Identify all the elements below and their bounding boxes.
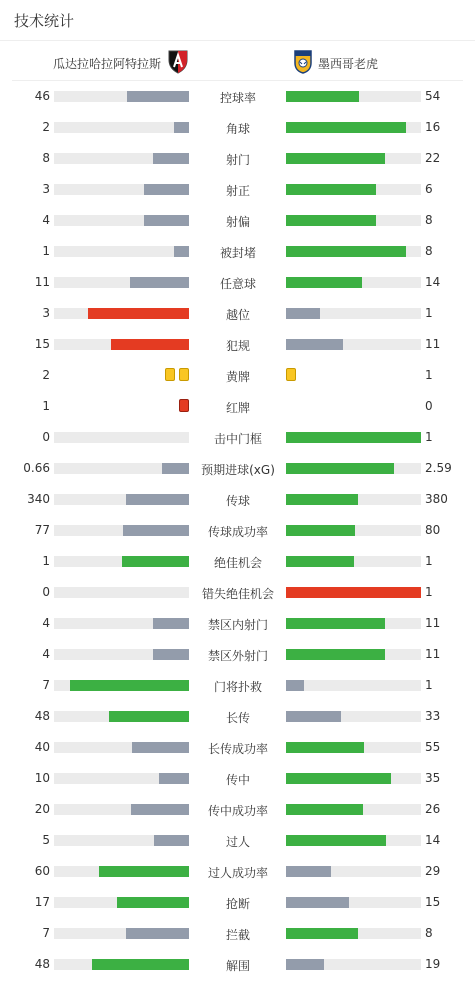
away-value: 26: [425, 802, 441, 816]
home-bar-track: [54, 556, 189, 567]
home-bar-track: [54, 742, 189, 753]
stat-row: [0, 515, 475, 546]
away-value: 55: [425, 740, 441, 754]
home-bar-track: [54, 525, 189, 536]
yellow-card-icon: [179, 368, 189, 381]
home-value: 48: [34, 709, 50, 723]
home-bar-fill: [99, 866, 189, 877]
away-bar-track: [286, 804, 421, 815]
stat-row: [0, 329, 475, 360]
away-value: 8: [425, 244, 433, 258]
stat-row: [0, 391, 475, 422]
away-value: 29: [425, 864, 441, 878]
home-bar-fill: [117, 897, 189, 908]
home-bar-fill: [126, 494, 189, 505]
divider: [0, 40, 475, 41]
stat-row: [0, 360, 475, 391]
stat-row: [0, 298, 475, 329]
home-bar-track: [54, 649, 189, 660]
stat-label: 角球: [225, 122, 250, 136]
yellow-card-icon: [286, 368, 296, 381]
stat-label: 犯规: [225, 339, 250, 353]
away-bar-fill: [286, 215, 376, 226]
stat-label: 红牌: [225, 401, 250, 415]
away-bar-fill: [286, 525, 355, 536]
away-bar-fill: [286, 649, 385, 660]
stat-label: 射门: [225, 153, 250, 167]
stat-label: 绝佳机会: [213, 556, 262, 570]
away-value: 14: [425, 275, 441, 289]
stat-label: 射偏: [225, 215, 250, 229]
away-bar-fill: [286, 91, 359, 102]
away-bar-fill: [286, 773, 391, 784]
home-bar-fill: [153, 618, 189, 629]
stat-label: 禁区内射门: [207, 618, 268, 632]
stat-row: [0, 701, 475, 732]
home-bar-fill: [174, 246, 189, 257]
away-bar-track: [286, 556, 421, 567]
stat-label: 预期进球(xG): [201, 463, 275, 477]
away-bar-track: [286, 959, 421, 970]
home-value: 2: [42, 368, 50, 382]
away-value: 1: [425, 585, 433, 599]
away-bar-track: [286, 618, 421, 629]
away-team-name: 墨西哥老虎: [318, 57, 379, 71]
home-value: 48: [34, 957, 50, 971]
home-bar-track: [54, 866, 189, 877]
stat-row: [0, 670, 475, 701]
stat-row: [0, 794, 475, 825]
home-bar-fill: [88, 308, 189, 319]
home-value: 4: [42, 213, 50, 227]
home-value: 11: [34, 275, 50, 289]
away-bar-fill: [286, 680, 304, 691]
home-bar-track: [54, 959, 189, 970]
home-bar-track: [54, 215, 189, 226]
away-value: 1: [425, 368, 433, 382]
away-bar-fill: [286, 835, 386, 846]
home-value: 3: [42, 182, 50, 196]
home-value: 10: [34, 771, 50, 785]
home-value: 1: [42, 554, 50, 568]
home-team-name: 瓜达拉哈拉阿特拉斯: [52, 57, 161, 71]
away-bar-track: [286, 649, 421, 660]
teams-header: [0, 44, 475, 80]
home-bar-track: [54, 773, 189, 784]
stat-label: 拦截: [225, 928, 250, 942]
away-bar-track: [286, 122, 421, 133]
home-value: 8: [42, 151, 50, 165]
away-team-crest-icon: [294, 50, 312, 77]
away-value: 16: [425, 120, 441, 134]
away-bar-fill: [286, 153, 385, 164]
stat-label: 被封堵: [219, 246, 256, 260]
home-bar-fill: [144, 215, 189, 226]
home-bar-fill: [126, 928, 189, 939]
away-team[interactable]: [294, 50, 378, 77]
home-bar-fill: [174, 122, 189, 133]
home-bar-track: [54, 835, 189, 846]
away-bar-track: [286, 866, 421, 877]
away-bar-fill: [286, 587, 421, 598]
away-bar-fill: [286, 339, 343, 350]
away-value: 33: [425, 709, 441, 723]
stat-label: 击中门框: [213, 432, 262, 446]
away-bar-track: [286, 184, 421, 195]
home-bar-fill: [127, 91, 189, 102]
away-bar-track: [286, 494, 421, 505]
away-bar-track: [286, 215, 421, 226]
home-bar-fill: [154, 835, 189, 846]
stat-row: [0, 608, 475, 639]
away-value: 8: [425, 926, 433, 940]
stat-label: 传球成功率: [207, 525, 268, 539]
home-bar-track: [54, 587, 189, 598]
away-value: 2.59: [425, 461, 452, 475]
away-bar-fill: [286, 494, 358, 505]
home-bar-track: [54, 339, 189, 350]
stat-row: [0, 949, 475, 980]
home-value: 15: [34, 337, 50, 351]
home-value: 7: [42, 926, 50, 940]
stat-label: 长传: [225, 711, 250, 725]
home-value: 0: [42, 585, 50, 599]
away-value: 11: [425, 337, 441, 351]
home-bar-track: [54, 184, 189, 195]
stat-row: [0, 732, 475, 763]
away-value: 80: [425, 523, 441, 537]
home-bar-fill: [122, 556, 190, 567]
away-bar-fill: [286, 277, 362, 288]
home-value: 3: [42, 306, 50, 320]
away-bar-fill: [286, 432, 421, 443]
stat-row: [0, 918, 475, 949]
away-bar-fill: [286, 618, 385, 629]
home-value: 17: [34, 895, 50, 909]
home-bar-track: [54, 618, 189, 629]
away-bar-fill: [286, 959, 324, 970]
away-bar-fill: [286, 308, 320, 319]
home-value: 0.66: [23, 461, 50, 475]
home-value: 340: [27, 492, 50, 506]
stat-row: [0, 484, 475, 515]
home-value: 40: [34, 740, 50, 754]
away-bar-track: [286, 587, 421, 598]
stat-row: [0, 112, 475, 143]
away-bar-track: [286, 308, 421, 319]
away-bar-track: [286, 339, 421, 350]
away-value: 8: [425, 213, 433, 227]
stat-row: [0, 143, 475, 174]
home-value: 0: [42, 430, 50, 444]
stat-label: 任意球: [219, 277, 256, 291]
away-bar-fill: [286, 184, 376, 195]
stat-label: 门将扑救: [213, 680, 262, 694]
home-value: 4: [42, 647, 50, 661]
stat-row: [0, 856, 475, 887]
away-value: 1: [425, 306, 433, 320]
stat-row: [0, 639, 475, 670]
away-bar-track: [286, 432, 421, 443]
away-bar-fill: [286, 711, 341, 722]
home-value: 7: [42, 678, 50, 692]
away-value: 11: [425, 647, 441, 661]
home-cards: [179, 399, 189, 412]
home-bar-fill: [130, 277, 189, 288]
yellow-card-icon: [165, 368, 175, 381]
stat-row: [0, 546, 475, 577]
away-bar-track: [286, 897, 421, 908]
away-cards: [286, 368, 296, 381]
home-bar-fill: [92, 959, 189, 970]
home-bar-fill: [153, 649, 189, 660]
home-bar-track: [54, 277, 189, 288]
away-bar-fill: [286, 463, 394, 474]
away-value: 1: [425, 430, 433, 444]
home-bar-fill: [162, 463, 189, 474]
stat-row: [0, 887, 475, 918]
stat-label: 传中: [225, 773, 250, 787]
home-value: 2: [42, 120, 50, 134]
away-value: 1: [425, 554, 433, 568]
away-bar-track: [286, 463, 421, 474]
stat-row: [0, 236, 475, 267]
home-bar-track: [54, 432, 189, 443]
home-bar-track: [54, 153, 189, 164]
stat-row: [0, 422, 475, 453]
home-bar-fill: [132, 742, 189, 753]
home-value: 1: [42, 244, 50, 258]
away-value: 15: [425, 895, 441, 909]
home-value: 1: [42, 399, 50, 413]
away-bar-track: [286, 835, 421, 846]
stat-label: 传中成功率: [207, 804, 268, 818]
away-bar-fill: [286, 928, 358, 939]
away-value: 380: [425, 492, 448, 506]
home-bar-fill: [109, 711, 189, 722]
away-bar-track: [286, 153, 421, 164]
away-bar-track: [286, 246, 421, 257]
away-bar-track: [286, 91, 421, 102]
stat-label: 射正: [225, 184, 250, 198]
stat-row: [0, 825, 475, 856]
away-bar-track: [286, 525, 421, 536]
stats-list: [0, 81, 475, 980]
home-bar-track: [54, 494, 189, 505]
home-value: 46: [34, 89, 50, 103]
away-value: 0: [425, 399, 433, 413]
home-bar-track: [54, 897, 189, 908]
home-bar-track: [54, 463, 189, 474]
stat-label: 过人: [225, 835, 250, 849]
away-bar-track: [286, 277, 421, 288]
stat-label: 黄牌: [225, 370, 250, 384]
away-bar-fill: [286, 122, 406, 133]
stat-row: [0, 267, 475, 298]
away-value: 35: [425, 771, 441, 785]
home-bar-track: [54, 308, 189, 319]
home-bar-track: [54, 122, 189, 133]
home-value: 5: [42, 833, 50, 847]
stat-row: [0, 81, 475, 112]
stat-row: [0, 174, 475, 205]
stat-label: 长传成功率: [207, 742, 268, 756]
stat-label: 禁区外射门: [207, 649, 268, 663]
away-bar-track: [286, 773, 421, 784]
red-card-icon: [179, 399, 189, 412]
home-bar-fill: [144, 184, 189, 195]
home-bar-track: [54, 246, 189, 257]
home-cards: [165, 368, 189, 381]
home-value: 60: [34, 864, 50, 878]
away-value: 22: [425, 151, 441, 165]
away-value: 6: [425, 182, 433, 196]
stat-label: 越位: [225, 308, 250, 322]
away-bar-fill: [286, 742, 364, 753]
home-bar-track: [54, 928, 189, 939]
away-value: 11: [425, 616, 441, 630]
home-bar-fill: [159, 773, 189, 784]
stat-row: [0, 453, 475, 484]
home-bar-track: [54, 91, 189, 102]
page-title: 技术统计: [14, 12, 75, 30]
stat-label: 抢断: [225, 897, 250, 911]
stat-label: 解围: [225, 959, 250, 973]
away-bar-track: [286, 711, 421, 722]
home-bar-track: [54, 680, 189, 691]
home-value: 20: [34, 802, 50, 816]
away-bar-track: [286, 742, 421, 753]
stat-label: 传球: [225, 494, 250, 508]
home-bar-fill: [153, 153, 189, 164]
stat-row: [0, 577, 475, 608]
away-value: 14: [425, 833, 441, 847]
home-value: 77: [34, 523, 50, 537]
home-bar-track: [54, 711, 189, 722]
away-value: 19: [425, 957, 441, 971]
away-bar-fill: [286, 804, 363, 815]
away-value: 1: [425, 678, 433, 692]
away-bar-fill: [286, 897, 349, 908]
stat-row: [0, 763, 475, 794]
away-bar-fill: [286, 866, 331, 877]
stat-label: 过人成功率: [207, 866, 268, 880]
home-bar-track: [54, 804, 189, 815]
away-bar-fill: [286, 246, 406, 257]
home-bar-fill: [70, 680, 189, 691]
away-bar-fill: [286, 556, 354, 567]
away-bar-track: [286, 928, 421, 939]
home-bar-fill: [131, 804, 189, 815]
stat-label: 控球率: [219, 91, 256, 105]
home-team[interactable]: [53, 50, 189, 77]
home-team-crest-icon: [167, 50, 189, 77]
home-value: 4: [42, 616, 50, 630]
away-value: 54: [425, 89, 441, 103]
stat-row: [0, 205, 475, 236]
away-bar-track: [286, 680, 421, 691]
home-bar-fill: [111, 339, 189, 350]
stat-label: 错失绝佳机会: [201, 587, 274, 601]
home-bar-fill: [123, 525, 189, 536]
